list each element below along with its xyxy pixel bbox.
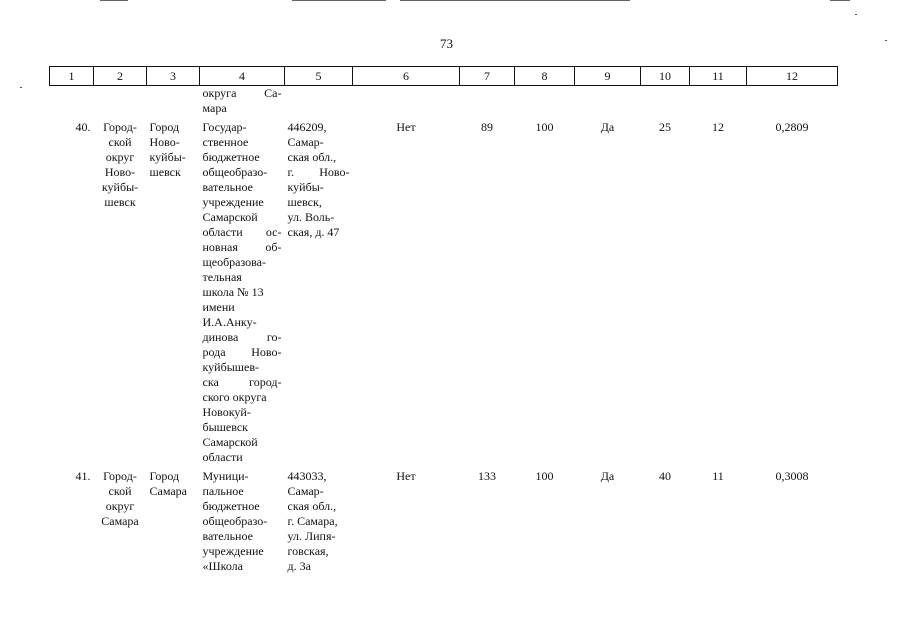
text-line: ская обл., [287,150,337,164]
address-cell [285,116,353,465]
header-cell: 7 [460,67,515,86]
address-cell [285,465,353,574]
text-line: ственное [202,135,249,149]
continuation-row [50,86,838,117]
scan-speck [20,87,22,88]
text-line: Самара [101,514,139,528]
text-line: вательное [202,529,253,543]
header-cell: 1 [50,67,94,86]
text-line: щеобразова- [202,255,266,269]
col8-cell: 100 [535,120,554,134]
header-cell: 4 [200,67,285,86]
header-cell: 5 [285,67,353,86]
row-number: 41. [75,469,91,483]
text-line: 443033, [287,469,327,483]
data-table [49,66,838,574]
text-line: Город- [103,469,137,483]
text-line: школа № 13 [202,285,264,299]
institution-cell [200,465,285,574]
header-cell: 6 [353,67,460,86]
col8-cell: 100 [535,469,554,483]
text-line: новная об- [202,240,282,254]
text-line: учреждение [202,544,264,558]
text-line: шевск [104,195,136,209]
locality-cell [147,116,200,465]
text-line: Государ- [202,120,247,134]
text-line: Город- [103,120,137,134]
text-line: 446209, [287,120,327,134]
text-line: мара [202,101,227,115]
header-cell: 10 [641,67,690,86]
text-line: шевск, [287,195,322,209]
text-line: бюджетное [202,150,260,164]
text-line: Новокуй- [202,405,251,419]
text-line: пальное [202,484,244,498]
header-cell: 11 [690,67,747,86]
text-line: Ново- [104,165,136,179]
text-line: ска город- [202,375,282,389]
text-line: учреждение [202,195,264,209]
header-cell: 2 [94,67,147,86]
municipality-cell [94,465,147,574]
header-cell: 9 [575,67,641,86]
col10-cell: 40 [659,469,671,483]
col9-cell: Да [600,469,615,483]
text-line: куйбы- [101,180,139,194]
col7-cell: 133 [478,469,496,483]
text-line: Муници- [202,469,249,483]
col9-cell: Да [600,120,615,134]
text-line: общеобразо- [202,514,268,528]
text-line: ул. Воль- [287,210,335,224]
text-line: рода Ново- [202,345,282,359]
text-line: области ос- [202,225,282,239]
text-line: области [202,450,243,464]
institution-cell [200,86,285,117]
header-cell: 12 [747,67,838,86]
text-line: Самара [149,484,187,498]
text-line: г. Ново- [287,165,350,179]
row-number: 40. [75,120,91,134]
col12-cell: 0,2809 [775,120,809,134]
text-line: динова го- [202,330,282,344]
scan-artifact-line [100,0,128,1]
col11-cell: 11 [712,469,724,483]
col6-cell: Нет [396,469,416,483]
scan-speck [885,40,887,41]
text-line: куйбы- [149,150,186,164]
text-line: округ [105,499,135,513]
text-line: И.А.Анку- [202,315,257,329]
col10-cell: 25 [659,120,671,134]
text-line: бюджетное [202,499,260,513]
text-line: округ [105,150,135,164]
text-line: куйбышев- [202,360,259,374]
locality-cell [147,465,200,574]
text-line: Самар- [287,135,324,149]
text-line: бышевск [202,420,248,434]
text-line: ской [108,135,132,149]
col11-cell: 12 [712,120,724,134]
scan-artifact-line [830,0,850,1]
text-line: ул. Липя- [287,529,336,543]
text-line: Самарской [202,435,258,449]
institution-cell [200,116,285,465]
text-line: ского округа [202,390,267,404]
text-line: общеобразо- [202,165,268,179]
header-row [50,67,838,86]
scan-artifact-line [292,0,386,1]
text-line: тельная [202,270,242,284]
text-line: округа Са- [202,86,282,100]
header-cell: 8 [515,67,575,86]
scan-artifact-line [400,0,630,1]
scan-speck [855,14,857,15]
col6-cell: Нет [396,120,416,134]
text-line: ской [108,484,132,498]
text-line: Ново- [149,135,180,149]
col7-cell: 89 [481,120,493,134]
text-line: ская обл., [287,499,337,513]
header-cell: 3 [147,67,200,86]
text-line: Самарской [202,210,258,224]
text-line: куйбы- [287,180,324,194]
text-line: «Школа [202,559,243,573]
text-line: Город [149,469,180,483]
page-number: 73 [440,36,453,51]
text-line: имени [202,300,235,314]
municipality-cell [94,116,147,465]
text-line: шевск [149,165,181,179]
col12-cell: 0,3008 [775,469,809,483]
table-row [50,116,838,465]
text-line: г. Самара, [287,514,338,528]
text-line: говская, [287,544,329,558]
text-line: вательное [202,180,253,194]
text-line: Самар- [287,484,324,498]
text-line: Город [149,120,180,134]
text-line: ская, д. 47 [287,225,340,239]
table-row [50,465,838,574]
text-line: д. 3а [287,559,311,573]
